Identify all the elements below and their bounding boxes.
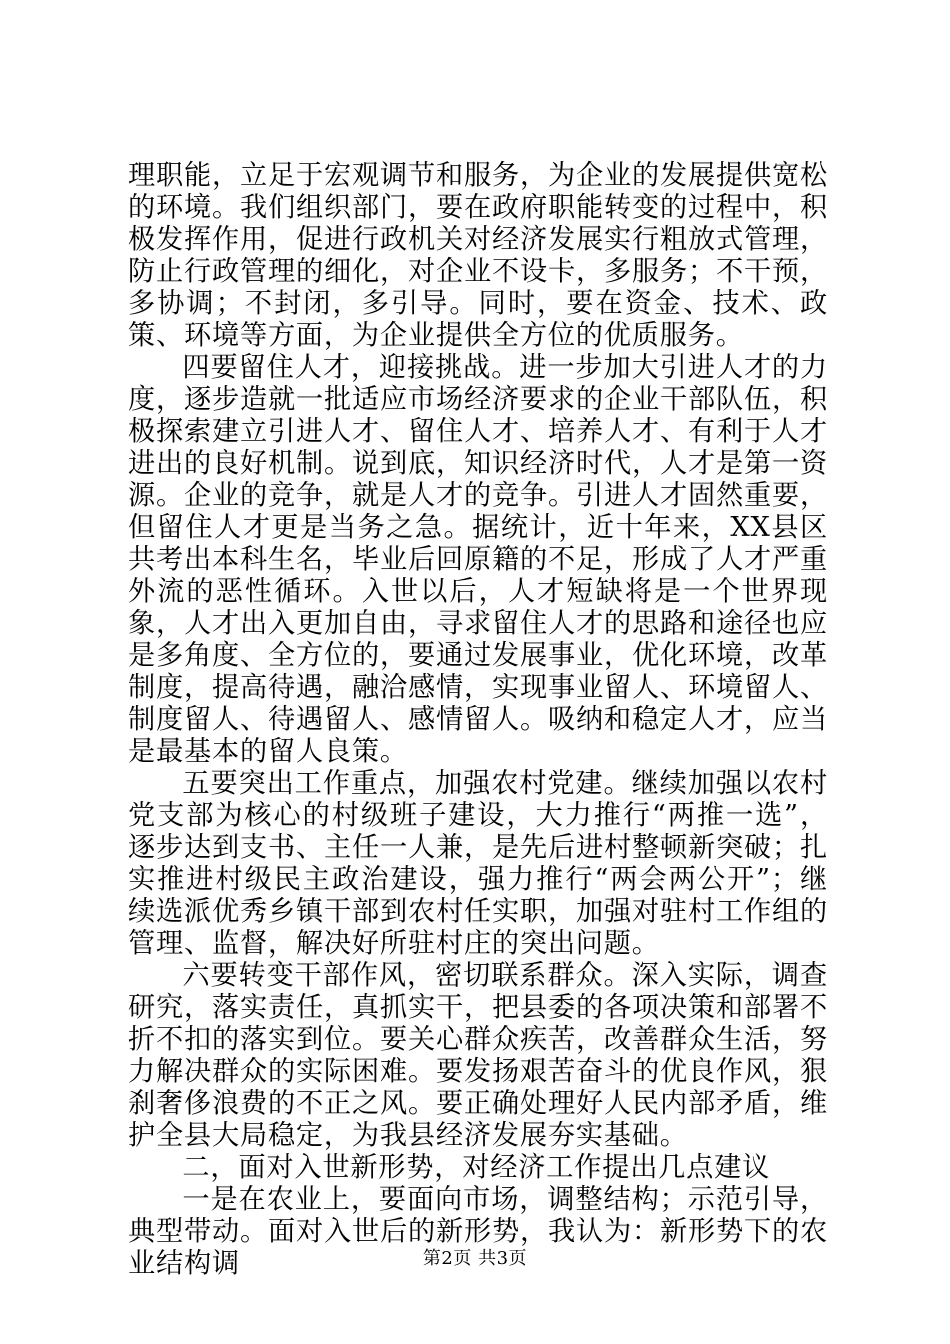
paragraph-3: 五要突出工作重点，加强农村党建。继续加强以农村党支部为核心的村级班子建设，大力推行“两推一选”，逐步达到支书、主任一人兼，是先后进村整顿新突破；扎实推进村级民主政治建设，强力推行“两会两公开”；继续选派优秀乡镇干部到农村任实职，加强对驻村工作组的管理、监督，解决好所驻村庄的突出问题。	[128, 768, 828, 959]
paragraph-4: 六要转变干部作风，密切联系群众。深入实际，调查研究，落实责任，真抓实干，把县委的各项决策和部署不折不扣的落实到位。要关心群众疾苦，改善群众生活，努力解决群众的实际困难。要发扬艰苦奋斗的优良作风，狠刹奢侈浪费的不正之风。要正确处理好人民内部矛盾，维护全县大局稳定，为我县经济发展夯实基础。	[128, 960, 828, 1151]
paragraph-1: 理职能，立足于宏观调节和服务，为企业的发展提供宽松的环境。我们组织部门，要在政府职能转变的过程中，积极发挥作用，促进行政机关对经济发展实行粗放式管理，防止行政管理的细化，对企业不设卡，多服务；不干预，多协调；不封闭，多引导。同时，要在资金、技术、政策、环境等方面，为企业提供全方位的优质服务。	[128, 160, 828, 351]
paragraph-2: 四要留住人才，迎接挑战。进一步加大引进人才的力度，逐步造就一批适应市场经济要求的企业干部队伍，积极探索建立引进人才、留住人才、培养人才、有利于人才进出的良好机制。说到底，知识经济时代，人才是第一资源。企业的竞争，就是人才的竞争。引进人才固然重要，但留住人才更是当务之急。据统计，近十年来，XX县区共考出本科生名，毕业后回原籍的不足，形成了人才严重外流的恶性循环。入世以后，人才短缺将是一个世界现象，人才出入更加自由，寻求留住人才的思路和途径也应是多角度、全方位的，要通过发展事业，优化环境，改革制度，提高待遇，融洽感情，实现事业留人、环境留人、制度留人、待遇留人、感情留人。吸纳和稳定人才，应当是最基本的留人良策。	[128, 352, 828, 767]
section-heading: 二，面对入世新形势，对经济工作提出几点建议	[182, 1152, 771, 1183]
page-footer: 第2页 共3页	[422, 1248, 528, 1269]
document-body	[128, 160, 828, 1280]
paragraph-5: 一是在农业上，要面向市场，调整结构；示范引导，典型带动。面对入世后的新形势，我认为：新形势下的农业结构调	[128, 1184, 828, 1279]
